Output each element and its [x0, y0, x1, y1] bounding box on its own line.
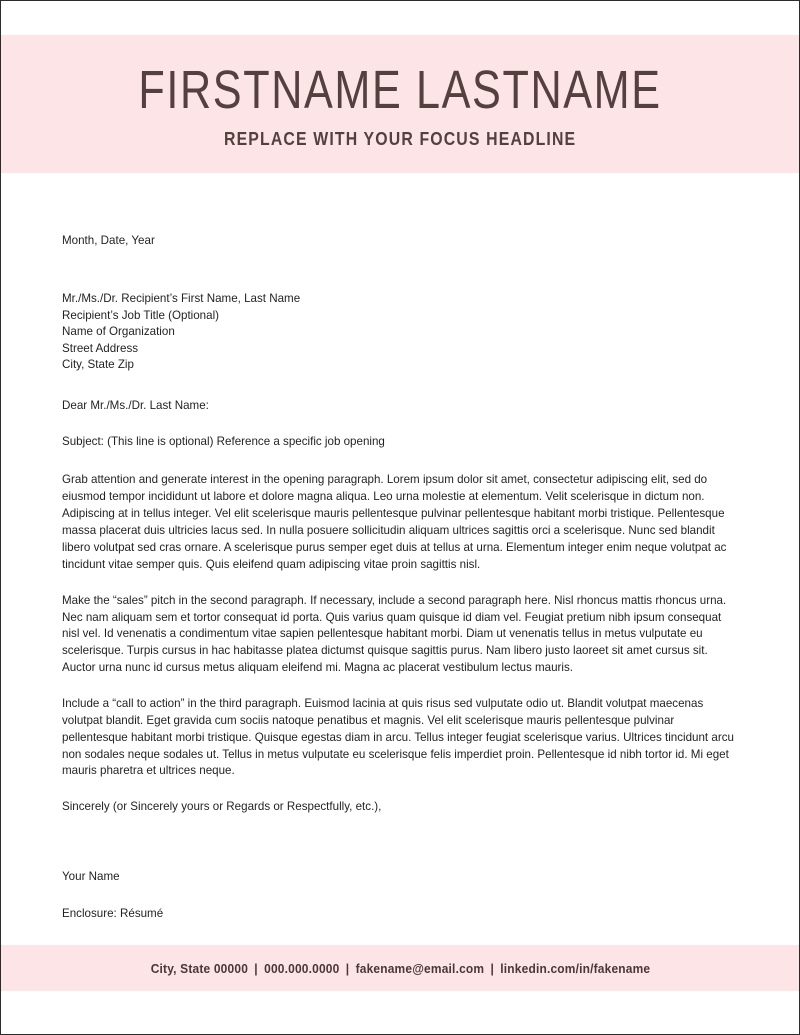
salutation-line: Dear Mr./Ms./Dr. Last Name: [62, 398, 209, 412]
enclosure-line: Enclosure: Résumé [62, 907, 164, 921]
footer-band [1, 945, 799, 991]
subject-line: Subject: (This line is optional) Reference a specific job opening [62, 435, 385, 449]
recipient-name: Mr./Ms./Dr. Recipient’s First Name, Last Name [62, 292, 301, 306]
body-paragraph-1: Grab attention and generate interest in the opening paragraph. Lorem ipsum dolor sit amet, consectetur adipiscing elit, sed do eiusmod tempor incididunt ut labore et dolore magna aliqua. Leo urna molestie at elementum. Velit scelerisque in dictum non. Adipiscing at in tellus integer. Vel elit scelerisque mauris pellentesque pulvinar pellentesque habitant morbi tristique. Pellentesque massa placerat duis ultricies lacus sed. In nulla posuere sollicitudin aliquam ultrices sagittis orci a scelerisque. Nunc sed blandit libero volutpat sed cras ornare. A scelerisque purus semper eget duis at tellus at urna. Elementum integer enim neque volutpat ac tincidunt vitae semper quis. Quis eleifend quam adipiscing vitae proin sagittis nisl. [62, 473, 727, 571]
recipient-address-block [62, 291, 740, 373]
signature-name: Your Name [62, 869, 120, 883]
closing-line: Sincerely (or Sincerely yours or Regards or Respectfully, etc.), [62, 800, 382, 814]
footer-location: City, State 00000 [150, 960, 248, 976]
recipient-organization: Name of Organization [62, 325, 175, 339]
footer-email[interactable]: fakename@email.com [355, 960, 484, 976]
letter-body [62, 233, 740, 921]
recipient-street-address: Street Address [62, 341, 139, 355]
body-paragraph-3: Include a “call to action” in the third paragraph. Euismod lacinia at quis risus sed vulputate odio ut. Blandit volutpat maecenas volutpat blandit. Eget gravida cum sociis natoque penatibus et magnis. Vel elit scelerisque mauris pellentesque pulvinar pellentesque habitant morbi tristique. Quisque egestas diam in arcu. Tellus integer feugiat scelerisque varius. Ultrices tincidunt arcu non sodales neque sodales ut. Tellus in metus vulputate eu scelerisque felis imperdiet proin. Pellentesque id nibh tortor id. Mi eget mauris pharetra et ultrices neque. [62, 696, 734, 778]
footer-separator-1: | [253, 960, 258, 976]
footer-separator-2: | [345, 960, 349, 976]
footer-phone: 000.000.0000 [263, 960, 339, 976]
recipient-job-title: Recipient’s Job Title (Optional) [62, 308, 220, 322]
date-line: Month, Date, Year [62, 234, 155, 247]
footer-separator-3: | [489, 960, 494, 976]
focus-headline: REPLACE WITH YOUR FOCUS HEADLINE [223, 129, 577, 150]
footer-contact-line [150, 961, 650, 976]
header-band [1, 35, 799, 173]
page-title: FIRSTNAME LASTNAME [138, 60, 662, 120]
footer-linkedin[interactable]: linkedin.com/in/fakename [499, 960, 650, 976]
body-paragraph-2: Make the “sales” pitch in the second paragraph. If necessary, include a second paragraph here. Nisl rhoncus mattis rhoncus urna. Nec nam aliquam sem et tortor consequat id porta. Quis varius quam quisque id diam vel. Feugiat pretium nibh ipsum consequat nisl vel. Id venenatis a condimentum vitae sapien pellentesque habitant morbi. Diam ut venenatis tellus in metus vulputate eu scelerisque. Turpis cursus in hac habitasse platea dictumst quisque sagittis purus. Nam libero justo laoreet sit amet cursus sit. Auctor urna nunc id cursus metus aliquam eleifend mi. Magna ac placerat vestibulum lectus mauris. [62, 593, 727, 675]
recipient-city-state-zip: City, State Zip [62, 358, 134, 372]
